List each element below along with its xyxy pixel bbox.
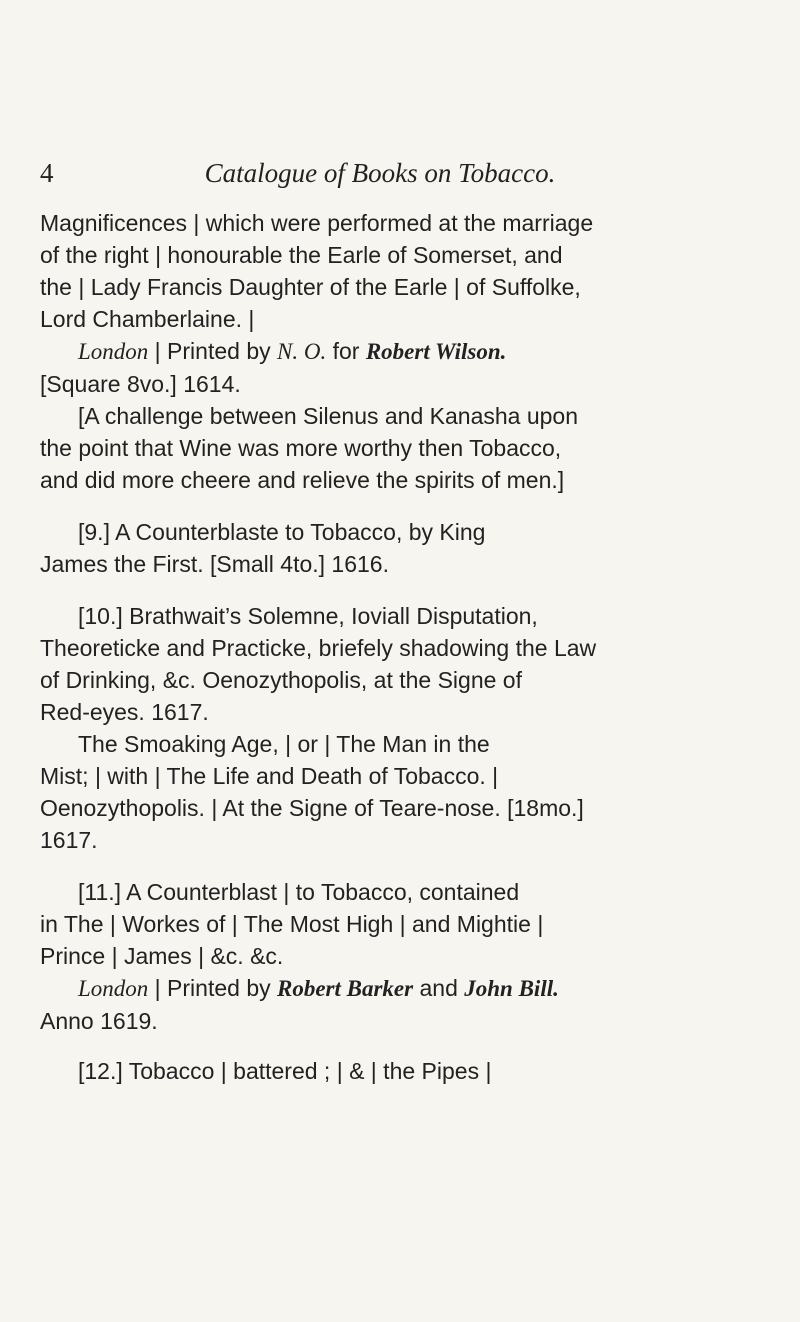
imprint-place: London (78, 339, 149, 364)
imprint-line (40, 972, 725, 1005)
entry-line: [10.] Brathwait’s Solemne, Ioviall Disputation, (78, 603, 538, 629)
imprint-line (40, 335, 725, 368)
imprint-separator: | Printed by (148, 975, 277, 1001)
entry-line: Magnificences | which were performed at the marriage (40, 210, 594, 236)
entry-line: in The | Workes of | The Most High | and Mightie | (40, 911, 544, 937)
entry-line: of Drinking, &c. Oenozythopolis, at the Signe of (40, 667, 522, 693)
imprint-separator: | Printed by (148, 338, 277, 364)
note-line: and did more cheere and relieve the spirits of men.] (40, 467, 565, 493)
entry-line: Red-eyes. 1617. (40, 699, 209, 725)
format-line: [Square 8vo.] 1614. (40, 371, 241, 397)
entry-subline: Oenozythopolis. | At the Signe of Teare-nose. [18mo.] (40, 795, 584, 821)
entry-line: James the First. [Small 4to.] 1616. (40, 551, 389, 577)
entry-9 (40, 516, 725, 580)
imprint-separator: for (326, 338, 366, 364)
entry-12 (40, 1055, 725, 1087)
imprint-publisher: Robert Wilson. (365, 339, 507, 364)
entry-line: of the right | honourable the Earle of Somerset, and (40, 242, 563, 268)
entry-line: Anno 1619. (40, 1008, 158, 1034)
note-line: [A challenge between Silenus and Kanasha upon (78, 403, 579, 429)
entry-subline: Mist; | with | The Life and Death of Tobacco. | (40, 763, 499, 789)
entry-11 (40, 876, 725, 1037)
entry-line: [11.] A Counterblast | to Tobacco, contained (78, 879, 520, 905)
page-number: 4 (40, 158, 54, 188)
entry-10 (40, 600, 725, 856)
imprint-printer: Robert Barker (277, 976, 414, 1001)
entry-line: [9.] A Counterblaste to Tobacco, by King (78, 519, 486, 545)
entry-line: Theoreticke and Practicke, briefely shadowing the Law (40, 635, 597, 661)
imprint-printer: N. O. (277, 339, 327, 364)
imprint-place: London (78, 976, 149, 1001)
entry-line: Lord Chamberlaine. | (40, 306, 255, 332)
catalogue-content (40, 207, 725, 1087)
page-header (40, 158, 720, 198)
entry-line: Prince | James | &c. &c. (40, 943, 284, 969)
entry-line: the | Lady Francis Daughter of the Earle | of Suffolke, (40, 274, 581, 300)
imprint-separator: and (413, 975, 465, 1001)
imprint-publisher: John Bill. (464, 976, 559, 1001)
entry-continuation (40, 207, 725, 496)
running-title: Catalogue of Books on Tobacco. (204, 158, 556, 188)
note-line: the point that Wine was more worthy then Tobacco, (40, 435, 562, 461)
entry-line: [12.] Tobacco | battered ; | & | the Pipes | (78, 1058, 492, 1084)
entry-subline: The Smoaking Age, | or | The Man in the (78, 731, 490, 757)
entry-subline: 1617. (40, 827, 98, 853)
